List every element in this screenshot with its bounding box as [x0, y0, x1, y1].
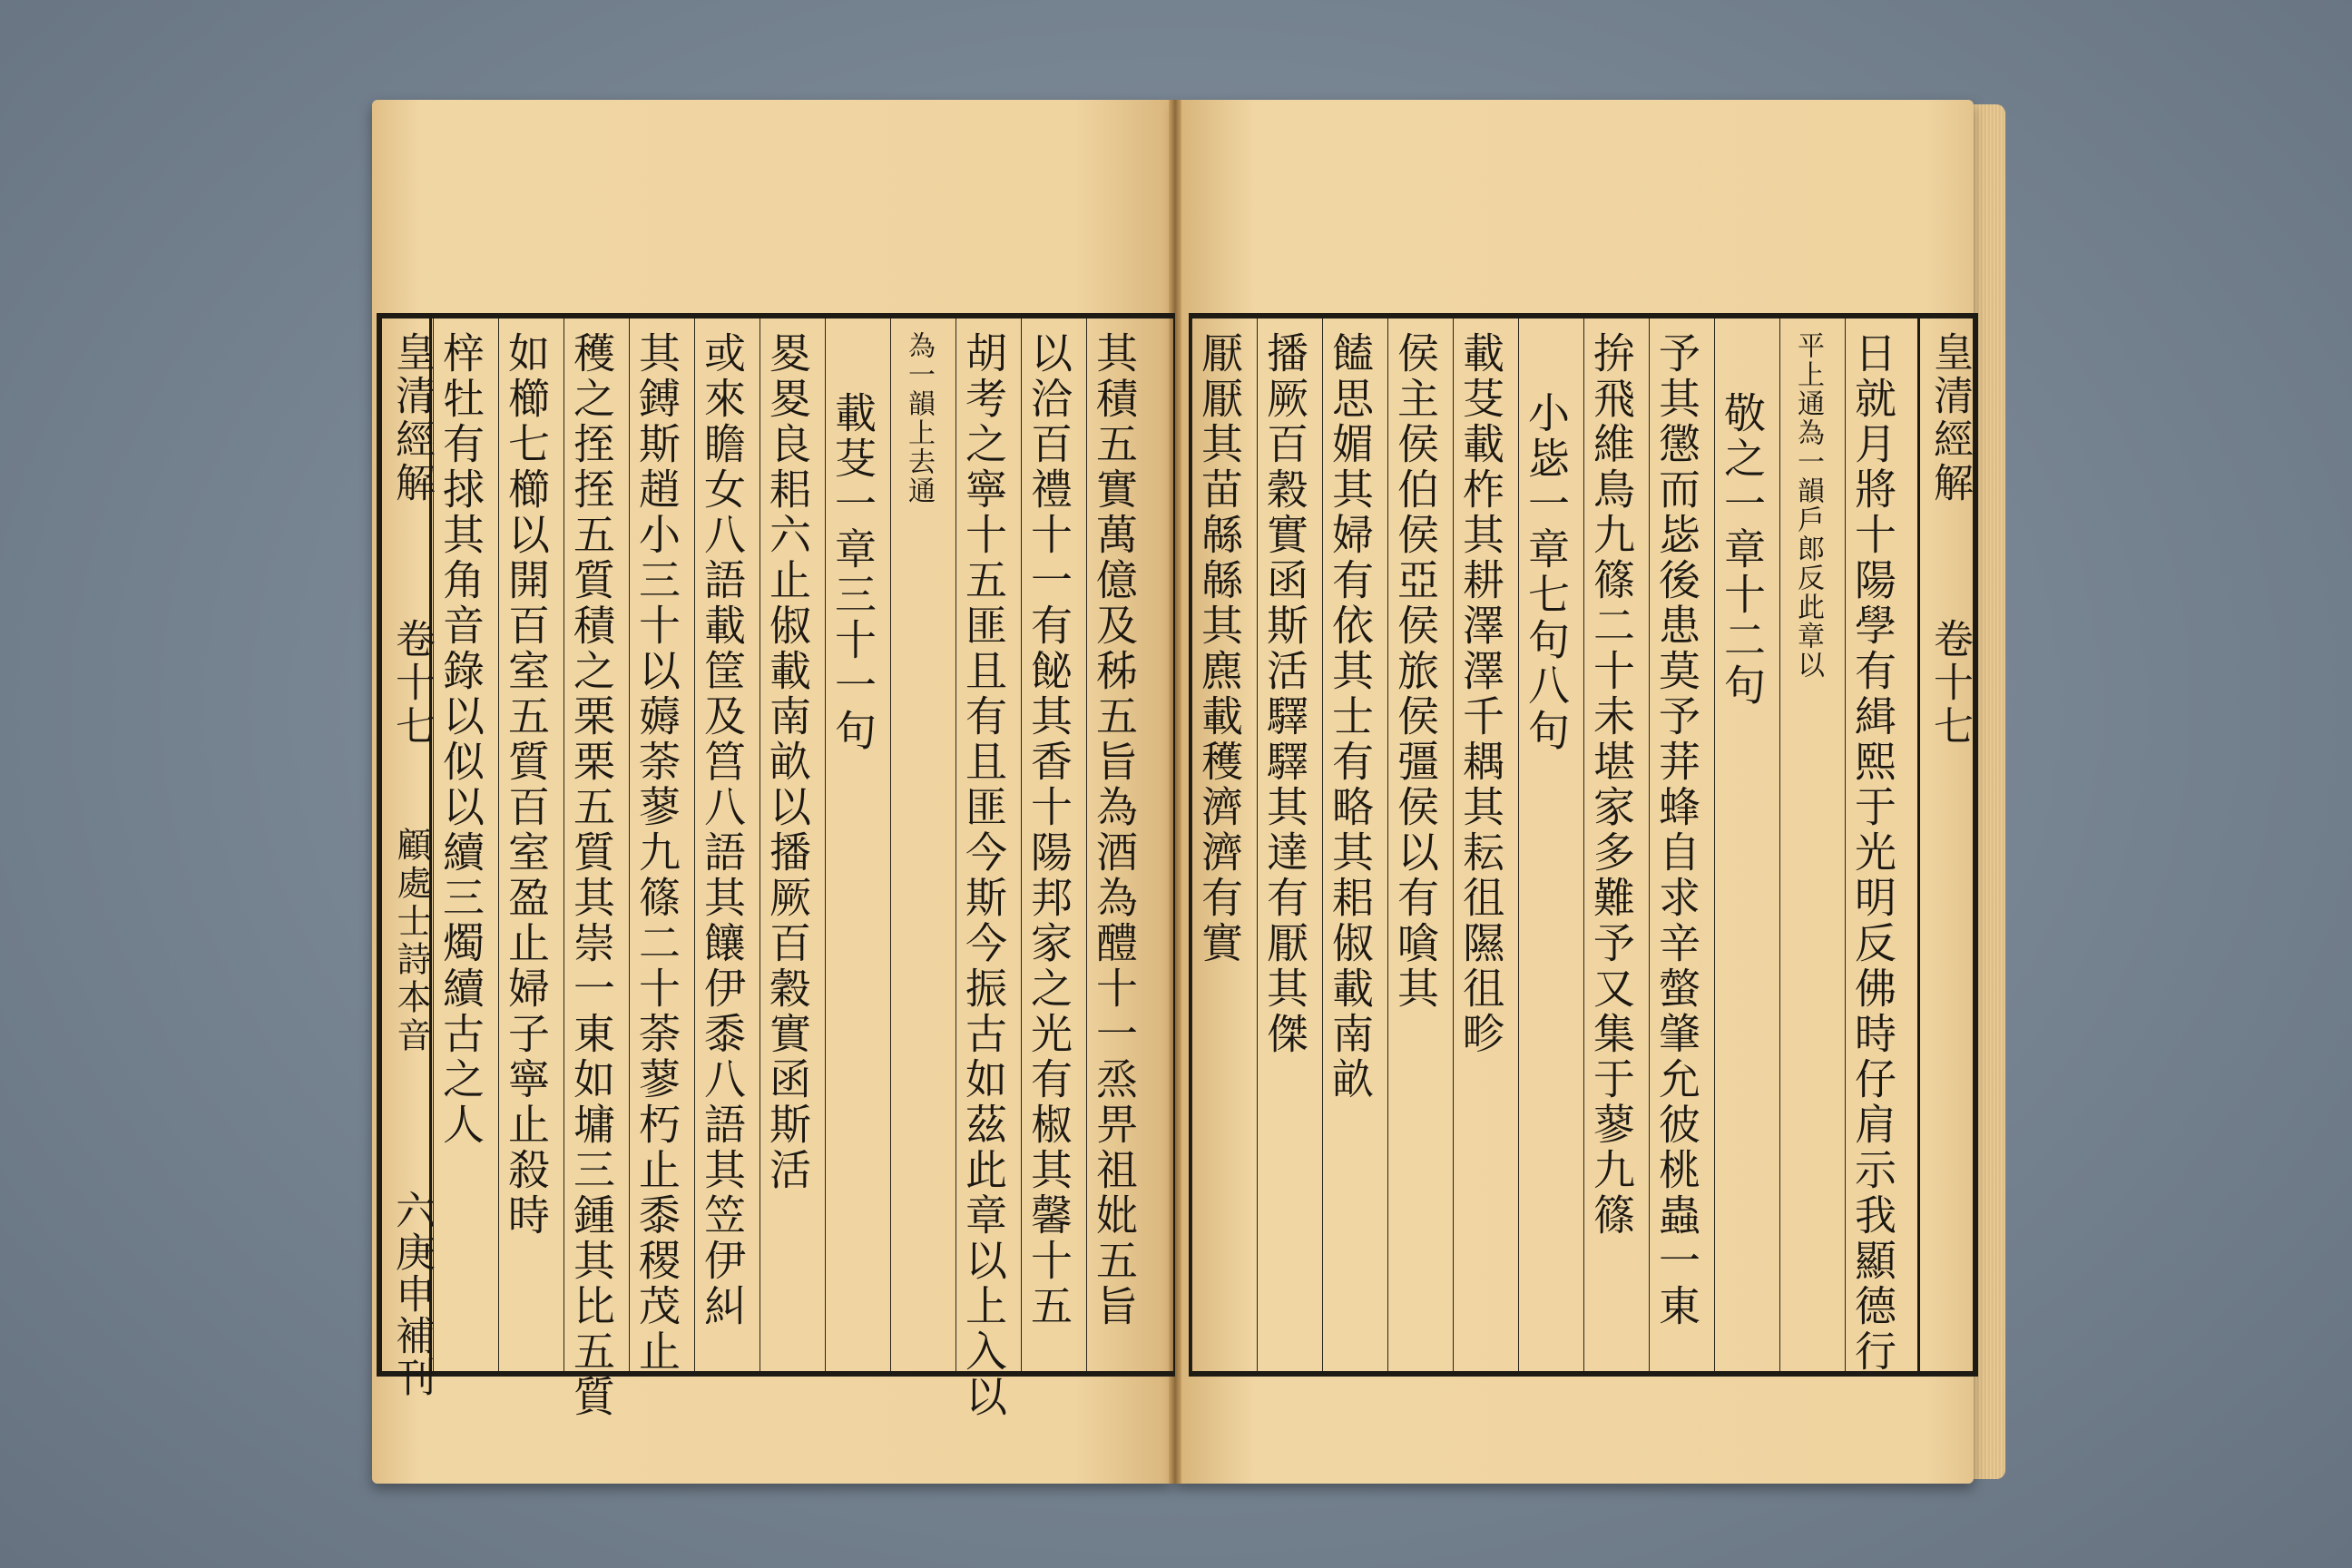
- column-text: 如櫛七櫛以開百室五質百室盈止婦子寧止殺時: [502, 331, 551, 1239]
- text-column: [1649, 318, 1700, 1371]
- text-column: [1387, 318, 1439, 1371]
- text-column: [890, 318, 942, 1371]
- section-heading: 載芟一章三十一句: [828, 391, 877, 754]
- column-text: 饁思媚其婦有依其士有略其耜俶載南畝: [1326, 331, 1375, 1102]
- text-column: [694, 318, 746, 1371]
- column-text: 以洽百禮十一有飶其香十陽邦家之光有椒其馨十五: [1024, 331, 1073, 1329]
- column-text: 播厥百穀實函斯活驛驛其達有厭其傑: [1260, 331, 1309, 1057]
- column-note: 平上通為一韻戶郎反此章以: [1792, 331, 1824, 680]
- left-margin-title-text: 皇清經解: [388, 331, 435, 505]
- text-column: [1021, 318, 1073, 1371]
- text-column: [760, 318, 811, 1371]
- column-text: 穫之挃挃五質積之栗栗五質其崇一東如墉三鍾其比五質: [567, 331, 616, 1420]
- column-text: 其鎛斯趙小三十以薅荼蓼九篠二十荼蓼朽止黍稷茂止: [632, 331, 681, 1375]
- column-text: 拚飛維鳥九篠二十未堪家多難予又集于蓼九篠: [1587, 331, 1636, 1239]
- text-column: [1845, 318, 1897, 1375]
- section-heading: 敬之一章十二句: [1718, 391, 1767, 709]
- section-heading: 小毖一章七句八句: [1522, 391, 1571, 754]
- text-column: [1086, 318, 1138, 1371]
- left-page-frame: [377, 313, 1175, 1420]
- column-text: 予其懲而毖後患莫予荓蜂自求辛螫肇允彼桃蟲一東: [1652, 331, 1701, 1329]
- open-book: [358, 86, 2005, 1497]
- left-margin-title: [382, 318, 435, 1398]
- column-text: 其積五實萬億及秭五旨為酒為醴十一烝畀祖妣五旨: [1090, 331, 1139, 1329]
- text-column: [1518, 318, 1570, 1371]
- right-page-frame: [1189, 313, 1978, 1377]
- column-text: 畟畟良耜六止俶載南畝以播厥百穀實函斯活: [763, 331, 812, 1193]
- text-column: [825, 318, 877, 1371]
- left-footer: 六庚申補刊: [388, 1190, 435, 1398]
- text-column: [1191, 318, 1243, 1371]
- column-text: 侯主侯伯侯亞侯旅侯彊侯以有嗿其: [1391, 331, 1440, 1012]
- text-column: [1714, 318, 1766, 1371]
- text-column: [1779, 318, 1831, 1371]
- text-column: [433, 318, 485, 1371]
- column-text: 日就月將十陽學有緝熙于光明反佛時仔肩示我顯德行: [1848, 331, 1897, 1375]
- text-column: [1322, 318, 1374, 1371]
- column-note: 為一韻上去通: [903, 331, 935, 505]
- column-text: 載芟載柞其耕澤澤千耦其耘徂隰徂畛: [1456, 331, 1505, 1057]
- text-column: [629, 318, 681, 1375]
- column-text: 或來瞻女八語載筐及筥八語其饟伊黍八語其笠伊糾: [698, 331, 747, 1329]
- left-volume-label: 卷十七: [388, 618, 435, 749]
- right-margin-title-text: 皇清經解: [1926, 331, 1973, 505]
- text-column: [1257, 318, 1308, 1371]
- left-author-label: 顧處士詩本音: [391, 827, 431, 1055]
- text-column: [498, 318, 550, 1371]
- column-text: 梓牡有捄其角音錄以似以續三燭續古之人: [436, 331, 485, 1148]
- text-column: [1453, 318, 1504, 1371]
- column-text: 厭厭其苗緜緜其麃載穫濟濟有實: [1195, 331, 1244, 966]
- text-column: [1583, 318, 1635, 1371]
- column-text: 胡考之寧十五匪且有且匪今斯今振古如茲此章以上入以: [959, 331, 1008, 1420]
- text-column: [564, 318, 616, 1420]
- text-column: [956, 318, 1008, 1420]
- right-volume-label: 卷十七: [1926, 618, 1973, 749]
- right-margin-title: [1917, 318, 1973, 1371]
